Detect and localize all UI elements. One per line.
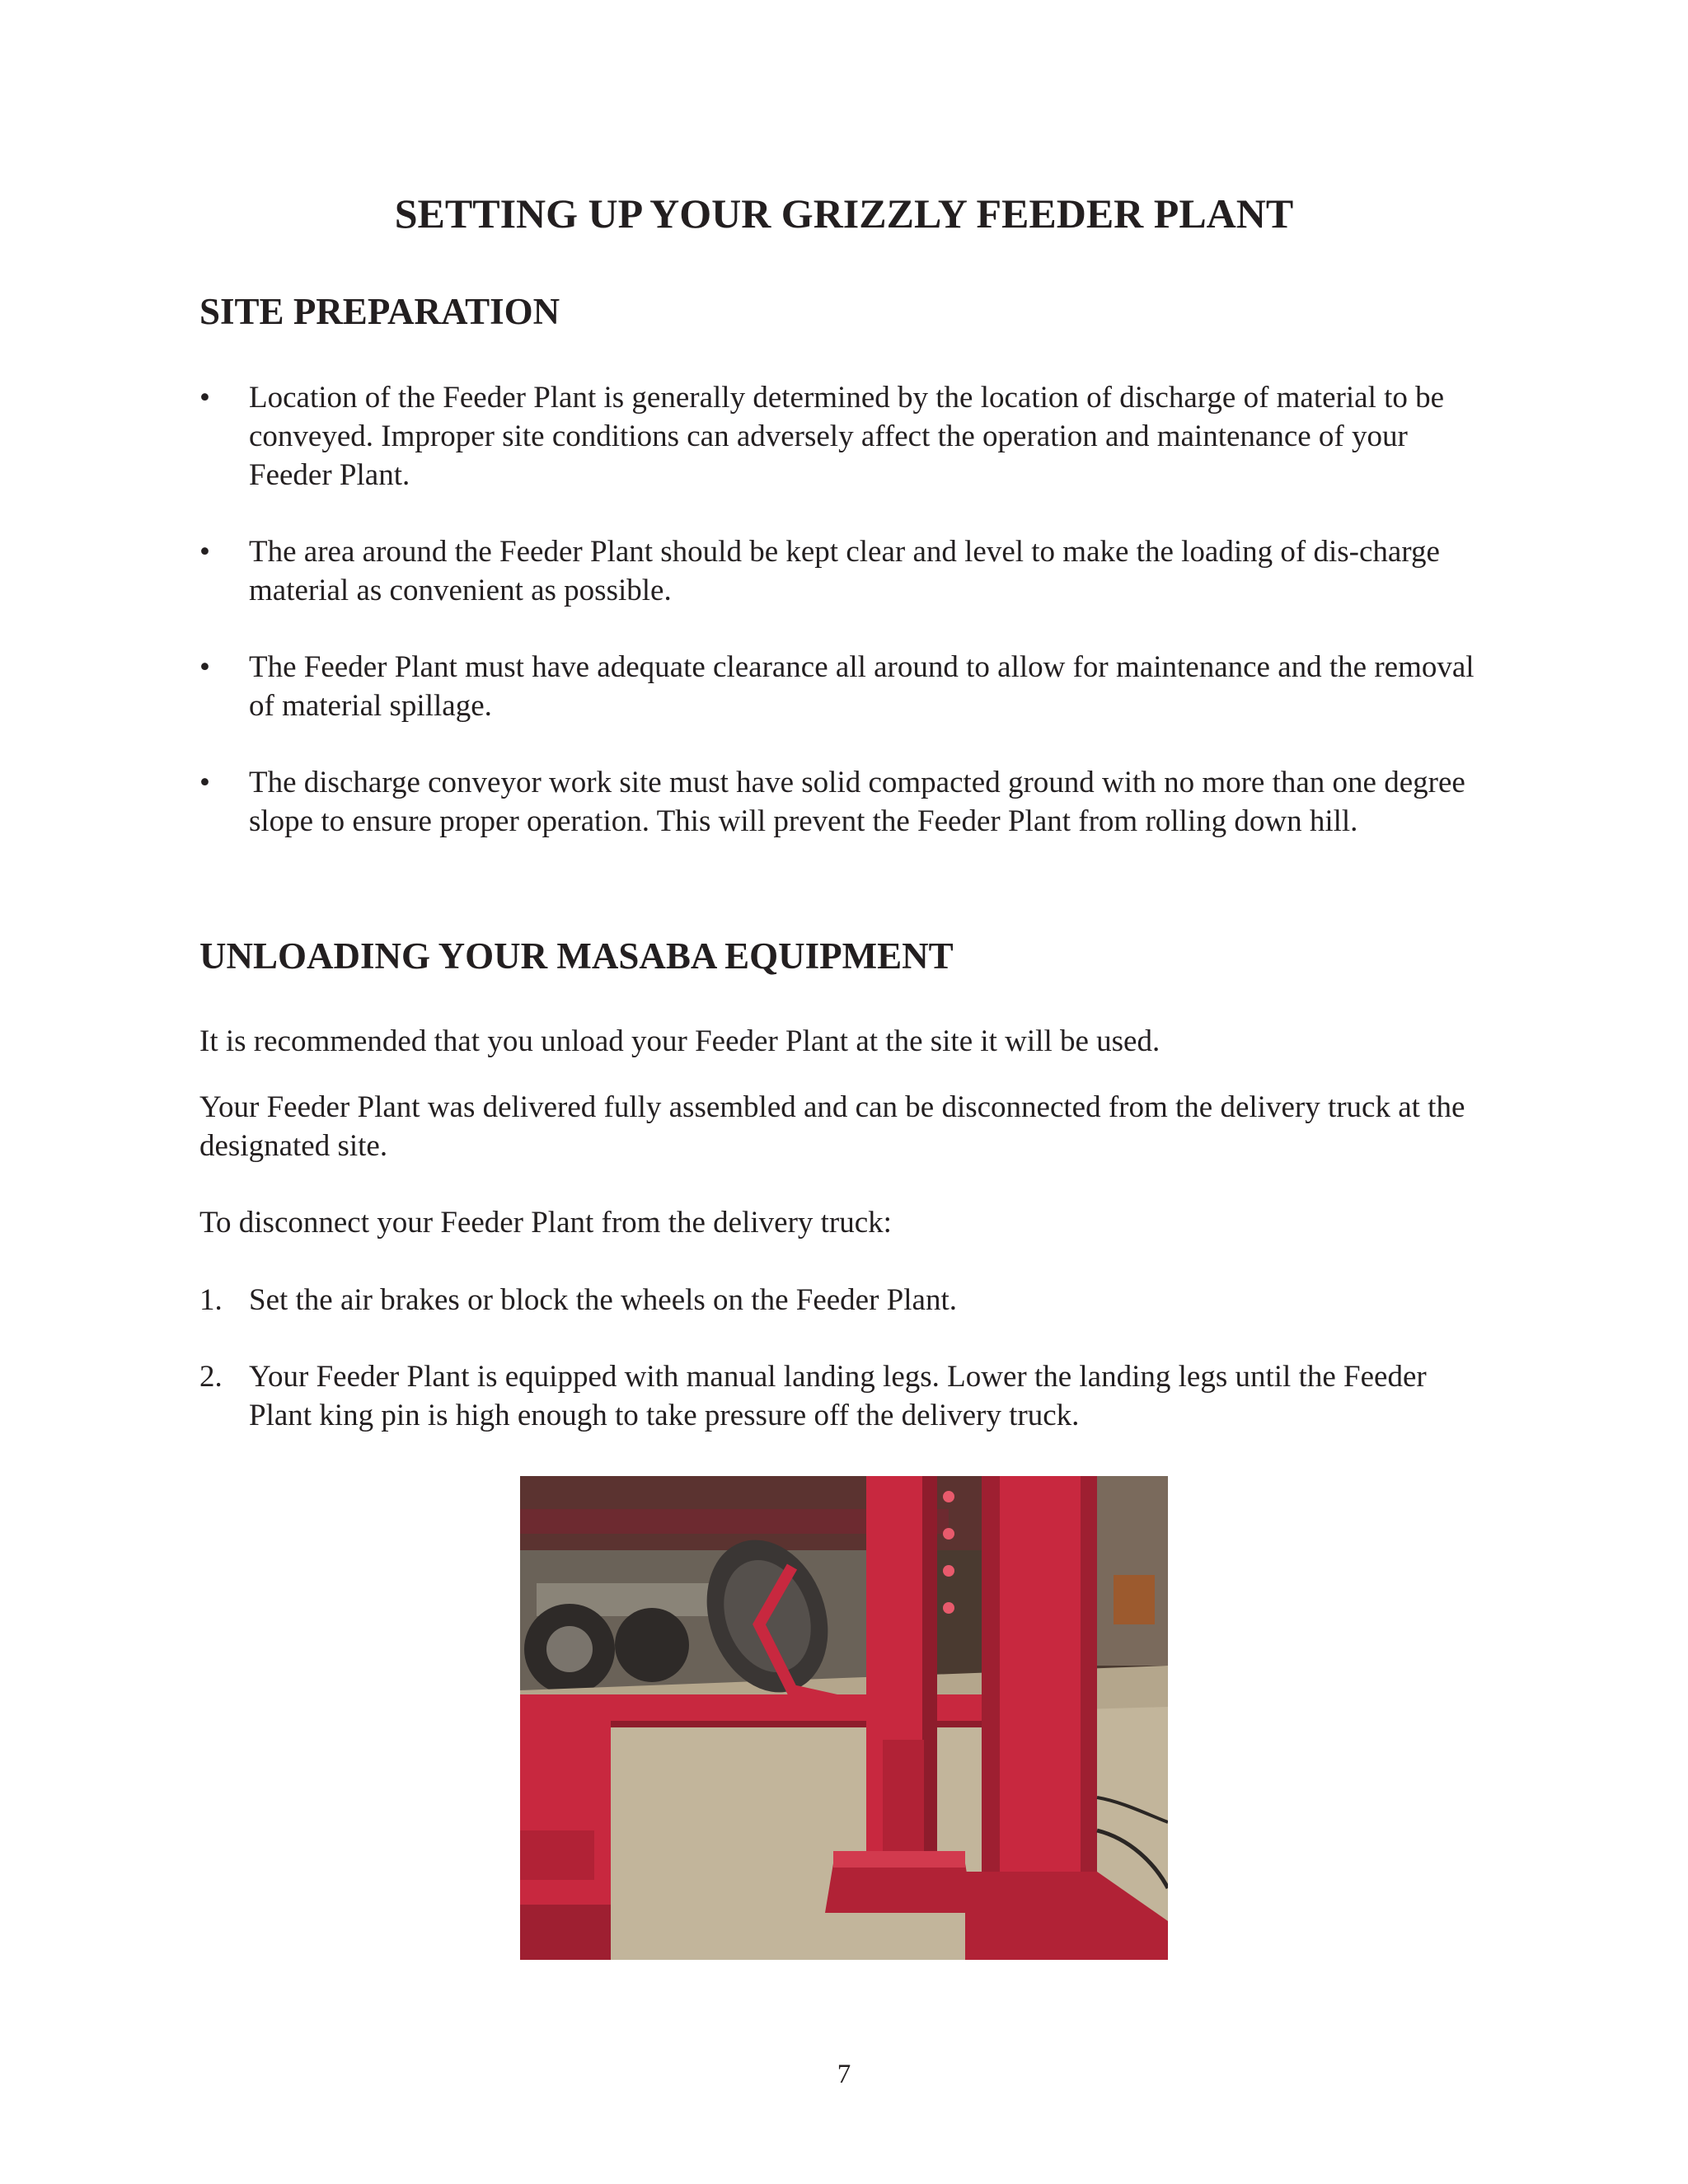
list-item-text: The discharge conveyor work site must have solid compacted ground with no more than one degree slope to ensure proper operation. This will prevent the Feeder Plant from rolling down hill. bbox=[249, 766, 1465, 838]
step-number: 2. bbox=[199, 1360, 223, 1394]
bullet-icon: • bbox=[199, 650, 210, 684]
disconnect-steps-list bbox=[199, 1281, 1493, 1473]
page-number: 7 bbox=[837, 2060, 851, 2089]
bullet-icon: • bbox=[199, 766, 210, 799]
list-item-text: Location of the Feeder Plant is generally determined by the location of discharge of material to be conveyed. Improper site conditions can adversely affect the operation and maintenance of your Feeder Plant. bbox=[249, 381, 1445, 492]
list-item bbox=[199, 648, 1493, 725]
list-item-text: The Feeder Plant must have adequate clearance all around to allow for maintenance and the removal of material spillage. bbox=[249, 650, 1475, 723]
step-text: Set the air brakes or block the wheels on the Feeder Plant. bbox=[249, 1283, 957, 1317]
landing-legs-photo bbox=[520, 1476, 1168, 1960]
page-title: SETTING UP YOUR GRIZZLY FEEDER PLANT bbox=[394, 190, 1294, 237]
site-preparation-list bbox=[199, 378, 1493, 879]
step-number: 1. bbox=[199, 1283, 223, 1317]
unloading-heading: UNLOADING YOUR MASABA EQUIPMENT bbox=[199, 935, 954, 977]
list-item bbox=[199, 1281, 1493, 1319]
list-item-text: The area around the Feeder Plant should be kept clear and level to make the loading of dis-charge material as convenient as possible. bbox=[249, 535, 1440, 607]
paragraph: It is recommended that you unload your Feeder Plant at the site it will be used. bbox=[199, 1024, 1160, 1058]
step-text: Your Feeder Plant is equipped with manual landing legs. Lower the landing legs until the Feeder Plant king pin is high enough to take pressure off the delivery truck. bbox=[249, 1360, 1427, 1432]
paragraph: To disconnect your Feeder Plant from the delivery truck: bbox=[199, 1206, 892, 1240]
site-preparation-heading: SITE PREPARATION bbox=[199, 291, 560, 332]
bullet-icon: • bbox=[199, 535, 210, 569]
list-item bbox=[199, 532, 1493, 610]
list-item bbox=[199, 378, 1493, 494]
list-item bbox=[199, 763, 1493, 841]
bullet-icon: • bbox=[199, 381, 210, 415]
list-item bbox=[199, 1357, 1493, 1435]
paragraph: Your Feeder Plant was delivered fully assembled and can be disconnected from the delivery truck at the designated site. bbox=[199, 1090, 1465, 1163]
